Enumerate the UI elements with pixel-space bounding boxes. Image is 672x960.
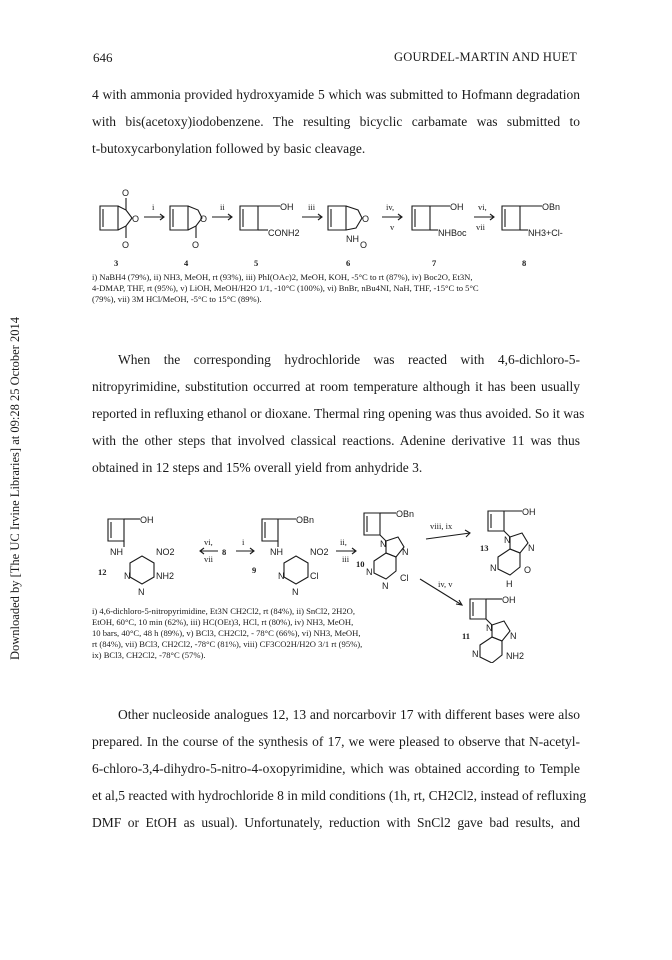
label-n: N [382,581,389,591]
label-n: N [402,547,409,557]
label-nh2: NH2 [506,651,525,661]
label-o: O [524,565,532,575]
label-conh2: CONH2 [268,228,300,238]
label-oh: OH [140,515,154,525]
caption-line: EtOH, 60°C, 10 min (62%), iii) HC(OEt)3, HCl, rt (80%), iv) NH3, MeOH, [92,617,354,627]
compound-7-structure [412,206,450,230]
label-nhboc: NHBoc [438,228,467,238]
paragraph-2 [92,346,585,481]
scheme-1 [90,186,590,276]
paragraph-line: When the corresponding hydrochloride was reacted with 4,6-dichloro-5- [118,352,580,367]
compound-6-structure [328,206,362,230]
label-n: N [472,649,479,659]
scheme-1-caption [92,272,479,305]
compound-8-structure [502,206,542,230]
caption-line: i) NaBH4 (79%), ii) NH3, MeOH, rt (93%), iii) PhI(OAc)2, MeOH, KOH, -5°C to rt (87%), iv) Boc2O, Et3N, [92,272,473,282]
paragraph-line: et al,5 reacted with hydrochloride 8 in mild conditions (1h, rt, CH2Cl2, instead of refluxing [92,788,587,803]
paragraph-line: prepared. In the course of the synthesis of 17, we were pleased to observe that N-acetyl- [92,734,580,749]
caption-line: 10 bars, 40°C, 48 h (89%), v) BCl3, CH2Cl2, - 78°C (66%), vi) NH3, MeOH, [92,628,361,638]
label-obn: OBn [396,509,415,519]
step-label: vii [204,554,213,564]
label-obn: OBn [542,202,561,212]
compound-number: 4 [184,258,189,268]
caption-line: (79%), vii) 3M HCl/MeOH, -5°C to 15°C (89%). [92,294,262,304]
scheme-2-caption [92,606,362,661]
label-nh2: NH2 [156,571,175,581]
label-n: N [138,587,145,597]
label-o: O [132,214,140,224]
compound-9-structure [262,519,308,584]
paragraph-3 [92,701,587,836]
step-label: vii [476,222,485,232]
label-n: N [278,571,285,581]
label-o: O [360,240,368,250]
label-o: O [122,188,130,198]
paragraph-line: with the other steps that involved classical reactions. Adenine derivative 11 was thus [92,433,580,448]
compound-number: 5 [254,258,259,268]
step-label: iii [342,554,350,564]
label-cl: Cl [310,571,319,581]
step-label: viii, ix [430,521,453,531]
caption-line: rt (84%), vii) BCl3, CH2Cl2, -78°C (81%), viii) CF3CO2H/H2O 3/1 rt (95%), [92,639,363,649]
label-no2: NO2 [310,547,329,557]
label-cl: Cl [400,573,409,583]
label-oh: OH [502,595,516,605]
step-label: ii [220,202,225,212]
paragraph-line: reported in refluxing ethanol or dioxane. Thermal ring opening was thus avoided. So it was [92,406,585,421]
step-label: iv, v [438,579,453,589]
compound-number: 8 [522,258,527,268]
paragraph-line: 4 with ammonia provided hydroxyamide 5 which was submitted to Hofmann degradation [92,87,580,102]
label-h: H [506,579,513,589]
compound-number: 13 [480,543,489,553]
label-nh: NH [110,547,123,557]
step-label: vi, [478,202,487,212]
compound-3-structure [100,198,132,238]
paragraph-line: Other nucleoside analogues 12, 13 and norcarbovir 17 with different bases were also [118,707,580,722]
step-label: ii, [340,537,347,547]
step-label: v [390,222,395,232]
label-nh3cl: NH3+Cl- [528,228,563,238]
compound-number: 12 [98,567,107,577]
label-n: N [366,567,373,577]
caption-line: 4-DMAP, THF, rt (95%), v) LiOH, MeOH/H2O 1/1, -10°C (100%), vi) BnBr, nBu4NI, NaH, THF, -15°C to 5°C [92,283,479,293]
compound-4-structure [170,206,202,238]
paragraph-1 [92,81,580,162]
running-head: GOURDEL-MARTIN AND HUET [394,50,577,64]
compound-number: 11 [462,631,471,641]
paragraph-line: t-butoxycarbonylation followed by basic cleavage. [92,141,366,156]
label-o: O [362,214,370,224]
label-n: N [528,543,535,553]
compound-number: 3 [114,258,119,268]
label-n: N [510,631,517,641]
paragraph-line: with bis(acetoxy)iodobenzene. The resulting bicyclic carbamate was submitted to [92,114,580,129]
step-label: vi, [204,537,213,547]
label-nh: NH [346,234,359,244]
label-n: N [504,535,511,545]
label-oh: OH [450,202,464,212]
compound-number: 10 [356,559,365,569]
label-n: N [490,563,497,573]
label-nh: NH [270,547,283,557]
compound-number: 6 [346,258,351,268]
paragraph-line: obtained in 12 steps and 15% overall yield from anhydride 3. [92,460,423,475]
label-oh: OH [522,507,536,517]
label-o: O [192,240,200,250]
paragraph-line: nitropyrimidine, substitution occurred at room temperature although it has been usually [92,379,580,394]
compound-5-structure [240,206,280,230]
step-label: i [152,202,155,212]
label-obn: OBn [296,515,315,525]
step-label: iii [308,202,316,212]
label-no2: NO2 [156,547,175,557]
label-n: N [292,587,299,597]
compound-number: 8 [222,547,227,557]
caption-line: ix) BCl3, CH2Cl2, -78°C (57%). [92,650,206,660]
caption-line: i) 4,6-dichloro-5-nitropyrimidine, Et3N CH2Cl2, rt (84%), ii) SnCl2, 2H2O, [92,606,356,616]
page-number: 646 [93,50,113,65]
label-n: N [124,571,131,581]
label-o: O [122,240,130,250]
download-note: Downloaded by [The UC Irvine Libraries] at 09:28 25 October 2014 [8,317,22,660]
paragraph-line: 6-chloro-3,4-dihydro-5-nitro-4-oxopyrimidine, which was obtained according to Temple [92,761,580,776]
step-label: i [242,537,245,547]
step-label: iv, [386,202,395,212]
label-n: N [486,623,493,633]
paragraph-line: DMF or EtOH as usual). Unfortunately, reduction with SnCl2 gave bad results, and [92,815,580,830]
compound-number: 9 [252,565,257,575]
label-o: O [200,214,208,224]
compound-number: 7 [432,258,437,268]
label-oh: OH [280,202,294,212]
label-n: N [380,539,387,549]
